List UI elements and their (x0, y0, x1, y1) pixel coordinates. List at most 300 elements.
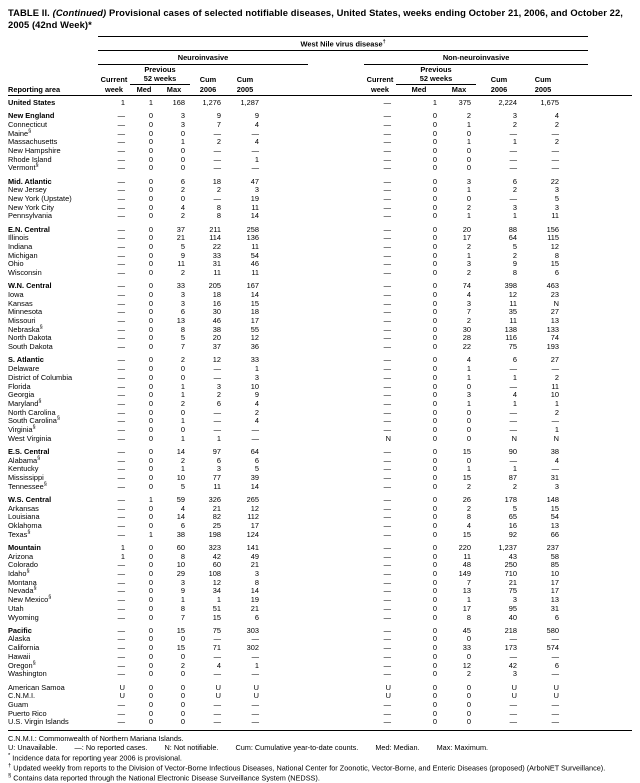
value-cell: — (383, 281, 391, 291)
value-cell: — (383, 455, 391, 465)
spacer-cell (264, 186, 308, 195)
value-cell: — (213, 145, 221, 155)
value-cell: — (383, 298, 391, 308)
value-cell: 0 (432, 455, 437, 465)
table-row (8, 670, 632, 679)
value-cell: 580 (546, 625, 559, 635)
value-cell: 18 (212, 176, 221, 186)
value-cell: 13 (462, 586, 471, 596)
value-cell: 1 (466, 372, 471, 382)
table-row (8, 173, 632, 186)
value-cell: — (213, 416, 221, 426)
table-row (8, 417, 632, 426)
spacer-cell (264, 718, 308, 727)
footnote-marker: * (8, 752, 11, 759)
value-cell: 2 (216, 390, 221, 400)
value-cell: 4 (180, 503, 185, 513)
spacer-cell (564, 587, 588, 596)
spacer-cell (308, 269, 364, 278)
value-cell: — (117, 241, 125, 251)
spacer-cell (308, 96, 364, 108)
spacer-cell (588, 417, 632, 426)
value-cell: 14 (250, 211, 259, 221)
spacer-cell (588, 474, 632, 483)
section-marker: § (37, 455, 41, 462)
reporting-area-cell: Guam (8, 699, 29, 709)
value-cell: U (215, 682, 221, 692)
value-cell: 303 (246, 625, 259, 635)
value-cell: 22 (212, 241, 221, 251)
value-cell: — (117, 185, 125, 195)
spacer-cell (264, 465, 308, 474)
value-cell: — (383, 185, 391, 195)
spacer-cell (588, 553, 632, 562)
spacer-cell (308, 653, 364, 662)
reporting-area-cell: American Samoa (8, 682, 65, 692)
value-cell: 18 (250, 307, 259, 317)
value-cell: 46 (212, 316, 221, 326)
value-cell: 0 (148, 586, 153, 596)
spacer-cell (588, 108, 632, 121)
value-cell: 0 (432, 542, 437, 552)
value-cell: 14 (176, 446, 185, 456)
value-cell: 0 (148, 259, 153, 269)
value-cell: 11 (177, 259, 185, 269)
spacer-cell (588, 605, 632, 614)
value-cell: 13 (176, 316, 185, 326)
table-row (8, 718, 632, 727)
reporting-area-cell: U.S. Virgin Islands (8, 717, 69, 727)
value-cell: 0 (432, 708, 437, 718)
reporting-area-cell: Pennsylvania (8, 211, 52, 221)
value-cell: 5 (180, 481, 185, 491)
header-blank (308, 84, 364, 96)
value-cell: — (117, 595, 125, 605)
value-cell: 0 (466, 651, 471, 661)
value-cell: — (383, 416, 391, 426)
spacer-cell (264, 308, 308, 317)
value-cell: 0 (148, 717, 153, 727)
value-cell: 11 (551, 211, 559, 221)
value-cell: — (383, 660, 391, 670)
bottom-header-row (8, 84, 632, 96)
value-cell: 11 (251, 241, 259, 251)
value-cell: — (117, 268, 125, 278)
spacer-cell (264, 204, 308, 213)
value-cell: 0 (148, 625, 153, 635)
value-cell: 20 (462, 224, 471, 234)
value-cell: 17 (550, 586, 559, 596)
col-header-max: Max (442, 84, 476, 96)
section-marker: § (27, 529, 31, 536)
value-cell: — (383, 560, 391, 570)
footnote-note: † Updated weekly from reports to the Division of Vector-Borne Infectious Diseases, National Center for Zoonotic, Vector-Borne, and Enteric Diseases (proposed) (ArboNET Surveillance). (8, 762, 606, 773)
value-cell: 0 (148, 202, 153, 212)
value-cell: 26 (462, 494, 471, 504)
value-cell: 0 (432, 289, 437, 299)
spacer-cell (264, 173, 308, 186)
spacer-cell (308, 252, 364, 261)
reporting-area-cell: Hawaii (8, 651, 31, 661)
value-cell: 167 (246, 281, 259, 291)
value-cell: — (509, 699, 517, 709)
value-cell: 0 (148, 612, 153, 622)
footnote-note: * Incidence data for reporting year 2006 is provisional. (8, 752, 182, 762)
value-cell: 1 (216, 433, 221, 443)
value-cell: 108 (208, 569, 221, 579)
reporting-area-cell: Oregon§ (8, 660, 36, 670)
spacer-cell (308, 138, 364, 147)
value-cell: 0 (432, 268, 437, 278)
table-row (8, 435, 632, 444)
spacer-cell (264, 164, 308, 173)
spacer-cell (564, 96, 588, 108)
value-cell: 0 (466, 634, 471, 644)
table-row (8, 156, 632, 165)
reporting-area-cell: Pacific (8, 625, 32, 635)
spacer-cell (588, 614, 632, 623)
value-cell: — (551, 634, 559, 644)
reporting-area-cell: New York (Upstate) (8, 193, 72, 203)
spacer-cell (264, 457, 308, 466)
value-cell: 1 (148, 529, 153, 539)
col-header-cum-2006: Cum (490, 74, 508, 84)
value-cell: 3 (466, 390, 471, 400)
spacer-cell (308, 539, 364, 552)
spacer-cell (564, 383, 588, 392)
value-cell: 37 (212, 342, 221, 352)
value-cell: — (117, 717, 125, 727)
value-cell: 124 (246, 529, 259, 539)
spacer-cell (264, 243, 308, 252)
value-cell: 0 (148, 241, 153, 251)
value-cell: 8 (254, 577, 259, 587)
value-cell: 3 (254, 372, 259, 382)
value-cell: — (213, 193, 221, 203)
value-cell: 5 (180, 333, 185, 343)
disease-header-row (8, 37, 632, 51)
header-blank (8, 37, 98, 51)
value-cell: — (383, 128, 391, 138)
spacer-cell (588, 147, 632, 156)
value-cell: 0 (432, 355, 437, 365)
reporting-area-cell: Mississippi (8, 473, 44, 483)
col-header-52-weeks: 52 weeks (130, 74, 190, 84)
value-cell: — (117, 603, 125, 613)
spacer-cell (564, 465, 588, 474)
value-cell: — (117, 137, 125, 147)
value-cell: 1 (512, 464, 517, 474)
value-cell: 7 (216, 119, 221, 129)
value-cell: — (251, 669, 259, 679)
value-cell: 0 (148, 185, 153, 195)
value-cell: 0 (432, 416, 437, 426)
reporting-area-cell: New Jersey (8, 185, 47, 195)
value-cell: 5 (254, 464, 259, 474)
value-cell: 17 (462, 603, 471, 613)
value-cell: 12 (462, 660, 471, 670)
reporting-area-cell: West Virginia (8, 433, 52, 443)
spacer-cell (264, 587, 308, 596)
value-cell: 10 (176, 473, 185, 483)
section-marker: § (39, 324, 43, 331)
value-cell: 0 (466, 154, 471, 164)
value-cell: 74 (550, 333, 559, 343)
value-cell: 77 (212, 473, 221, 483)
header-blank (564, 64, 588, 74)
value-cell: 3 (466, 298, 471, 308)
col-header-2005: 2005 (226, 84, 264, 96)
value-cell: 15 (462, 446, 471, 456)
value-cell: — (383, 241, 391, 251)
value-cell: 97 (212, 446, 221, 456)
spacer-cell (564, 491, 588, 504)
spacer-cell (308, 513, 364, 522)
spacer-cell (564, 718, 588, 727)
value-cell: — (383, 398, 391, 408)
value-cell: 75 (508, 342, 517, 352)
value-cell: 49 (250, 551, 259, 561)
table-row (8, 662, 632, 671)
reporting-area-cell: Alaska (8, 634, 31, 644)
value-cell: 4 (466, 355, 471, 365)
value-cell: 0 (148, 211, 153, 221)
value-cell: — (117, 660, 125, 670)
value-cell: 17 (250, 521, 259, 531)
value-cell: 0 (432, 381, 437, 391)
spacer-cell (308, 409, 364, 418)
spacer-cell (588, 596, 632, 605)
value-cell: — (117, 193, 125, 203)
spacer-cell (588, 173, 632, 186)
spacer-cell (264, 409, 308, 418)
value-cell: — (509, 708, 517, 718)
legend-item: —: No reported cases. (74, 742, 148, 752)
col-header-week: week (98, 84, 130, 96)
value-cell: 0 (180, 193, 185, 203)
value-cell: U (385, 682, 391, 692)
value-cell: 6 (512, 176, 517, 186)
spacer-cell (564, 365, 588, 374)
spacer-cell (264, 343, 308, 352)
table-row (8, 278, 632, 291)
spacer-cell (308, 701, 364, 710)
value-cell: — (551, 669, 559, 679)
value-cell: — (117, 577, 125, 587)
reporting-area-cell: Louisiana (8, 512, 40, 522)
value-cell: 2 (512, 250, 517, 260)
section-marker: § (56, 415, 60, 422)
reporting-area-cell: Puerto Rico (8, 708, 47, 718)
spacer-cell (588, 343, 632, 352)
value-cell: 0 (432, 364, 437, 374)
value-cell: — (117, 612, 125, 622)
spacer-cell (588, 204, 632, 213)
spacer-cell (588, 317, 632, 326)
table-row (8, 164, 632, 173)
dagger-marker: † (382, 39, 386, 46)
value-cell: — (551, 128, 559, 138)
value-cell: 5 (512, 503, 517, 513)
table-title (8, 7, 632, 31)
value-cell: 0 (148, 521, 153, 531)
value-cell: — (383, 111, 391, 121)
value-cell: — (213, 163, 221, 173)
value-cell: 12 (212, 355, 221, 365)
value-cell: 0 (432, 691, 437, 701)
table-row (8, 138, 632, 147)
value-cell: 0 (432, 651, 437, 661)
value-cell: — (383, 381, 391, 391)
value-cell: 0 (432, 682, 437, 692)
value-cell: 0 (148, 233, 153, 243)
value-cell: 38 (176, 529, 185, 539)
disease-header-label: West Nile virus disease (300, 39, 383, 49)
value-cell: 2 (466, 669, 471, 679)
spacer-cell (588, 365, 632, 374)
spacer-cell (564, 505, 588, 514)
value-cell: 21 (212, 503, 221, 513)
value-cell: 8 (180, 603, 185, 613)
value-cell: 9 (512, 259, 517, 269)
value-cell: 10 (550, 390, 559, 400)
spacer-cell (264, 374, 308, 383)
header-blank (522, 64, 564, 74)
value-cell: — (383, 97, 391, 107)
spacer-cell (564, 605, 588, 614)
spacer-cell (264, 96, 308, 108)
spacer-cell (264, 108, 308, 121)
value-cell: 0 (466, 145, 471, 155)
table-row (8, 96, 632, 108)
value-cell: 1 (512, 398, 517, 408)
value-cell: 19 (250, 595, 259, 605)
value-cell: 1 (466, 211, 471, 221)
reporting-area-cell: District of Columbia (8, 372, 73, 382)
value-cell: 0 (432, 224, 437, 234)
value-cell: 0 (148, 307, 153, 317)
value-cell: 3 (180, 298, 185, 308)
value-cell: 0 (148, 660, 153, 670)
reporting-area-cell: New Hampshire (8, 145, 61, 155)
value-cell: 0 (148, 595, 153, 605)
value-cell: — (117, 281, 125, 291)
value-cell: 0 (432, 464, 437, 474)
value-cell: 148 (546, 494, 559, 504)
value-cell: — (117, 625, 125, 635)
value-cell: U (553, 691, 559, 701)
value-cell: 8 (180, 551, 185, 561)
value-cell: 0 (148, 446, 153, 456)
value-cell: — (117, 355, 125, 365)
reporting-area-cell: Vermont§ (8, 162, 39, 173)
spacer-cell (564, 670, 588, 679)
value-cell: — (251, 651, 259, 661)
value-cell: 15 (176, 643, 185, 653)
value-cell: 0 (148, 503, 153, 513)
spacer-cell (588, 400, 632, 409)
value-cell: 87 (508, 473, 517, 483)
spacer-cell (588, 252, 632, 261)
value-cell: 33 (462, 643, 471, 653)
value-cell: 1 (512, 211, 517, 221)
spacer-cell (588, 409, 632, 418)
reporting-area-cell: Oklahoma (8, 521, 42, 531)
spacer-cell (588, 391, 632, 400)
value-cell: 46 (250, 259, 259, 269)
reporting-area-cell: South Carolina§ (8, 415, 60, 426)
value-cell: 0 (148, 577, 153, 587)
value-cell: 11 (213, 268, 221, 278)
value-cell: 28 (462, 333, 471, 343)
reporting-area-cell: New York City (8, 202, 55, 212)
value-cell: 0 (466, 708, 471, 718)
table-row (8, 317, 632, 326)
table-row (8, 457, 632, 466)
value-cell: — (383, 503, 391, 513)
header-blank (264, 84, 308, 96)
spacer-cell (264, 570, 308, 579)
value-cell: 33 (250, 355, 259, 365)
value-cell: — (251, 163, 259, 173)
value-cell: 0 (148, 651, 153, 661)
spacer-cell (264, 221, 308, 234)
value-cell: 6 (512, 355, 517, 365)
value-cell: 14 (176, 512, 185, 522)
spacer-cell (264, 317, 308, 326)
value-cell: 1 (148, 494, 153, 504)
value-cell: 43 (508, 551, 517, 561)
value-cell: — (117, 586, 125, 596)
value-cell: 0 (432, 481, 437, 491)
spacer-cell (564, 278, 588, 291)
table-row (8, 147, 632, 156)
value-cell: 22 (550, 176, 559, 186)
spacer-cell (588, 701, 632, 710)
value-cell: — (117, 529, 125, 539)
table-row (8, 701, 632, 710)
value-cell: 1 (254, 660, 259, 670)
section-marker: § (35, 162, 39, 169)
value-cell: 0 (466, 682, 471, 692)
value-cell: 1 (180, 137, 185, 147)
value-cell: — (383, 307, 391, 317)
value-cell: — (117, 503, 125, 513)
spacer-cell (588, 186, 632, 195)
value-cell: 12 (212, 577, 221, 587)
value-cell: 25 (212, 521, 221, 531)
value-cell: N (385, 433, 391, 443)
value-cell: 0 (432, 324, 437, 334)
spacer-cell (308, 483, 364, 492)
value-cell: 0 (432, 503, 437, 513)
value-cell: — (509, 425, 517, 435)
table-row (8, 483, 632, 492)
reporting-area-cell: Kentucky (8, 464, 39, 474)
header-blank (588, 84, 632, 96)
table-row (8, 409, 632, 418)
spacer-cell (564, 596, 588, 605)
reporting-area-cell: Michigan (8, 250, 38, 260)
legend-item: U: Unavailable. (8, 742, 58, 752)
value-cell: 0 (432, 577, 437, 587)
spacer-cell (308, 491, 364, 504)
value-cell: — (383, 163, 391, 173)
value-cell: 1 (120, 551, 125, 561)
col-header-previous: Previous (144, 64, 176, 74)
spacer-cell (264, 513, 308, 522)
spacer-cell (264, 644, 308, 653)
